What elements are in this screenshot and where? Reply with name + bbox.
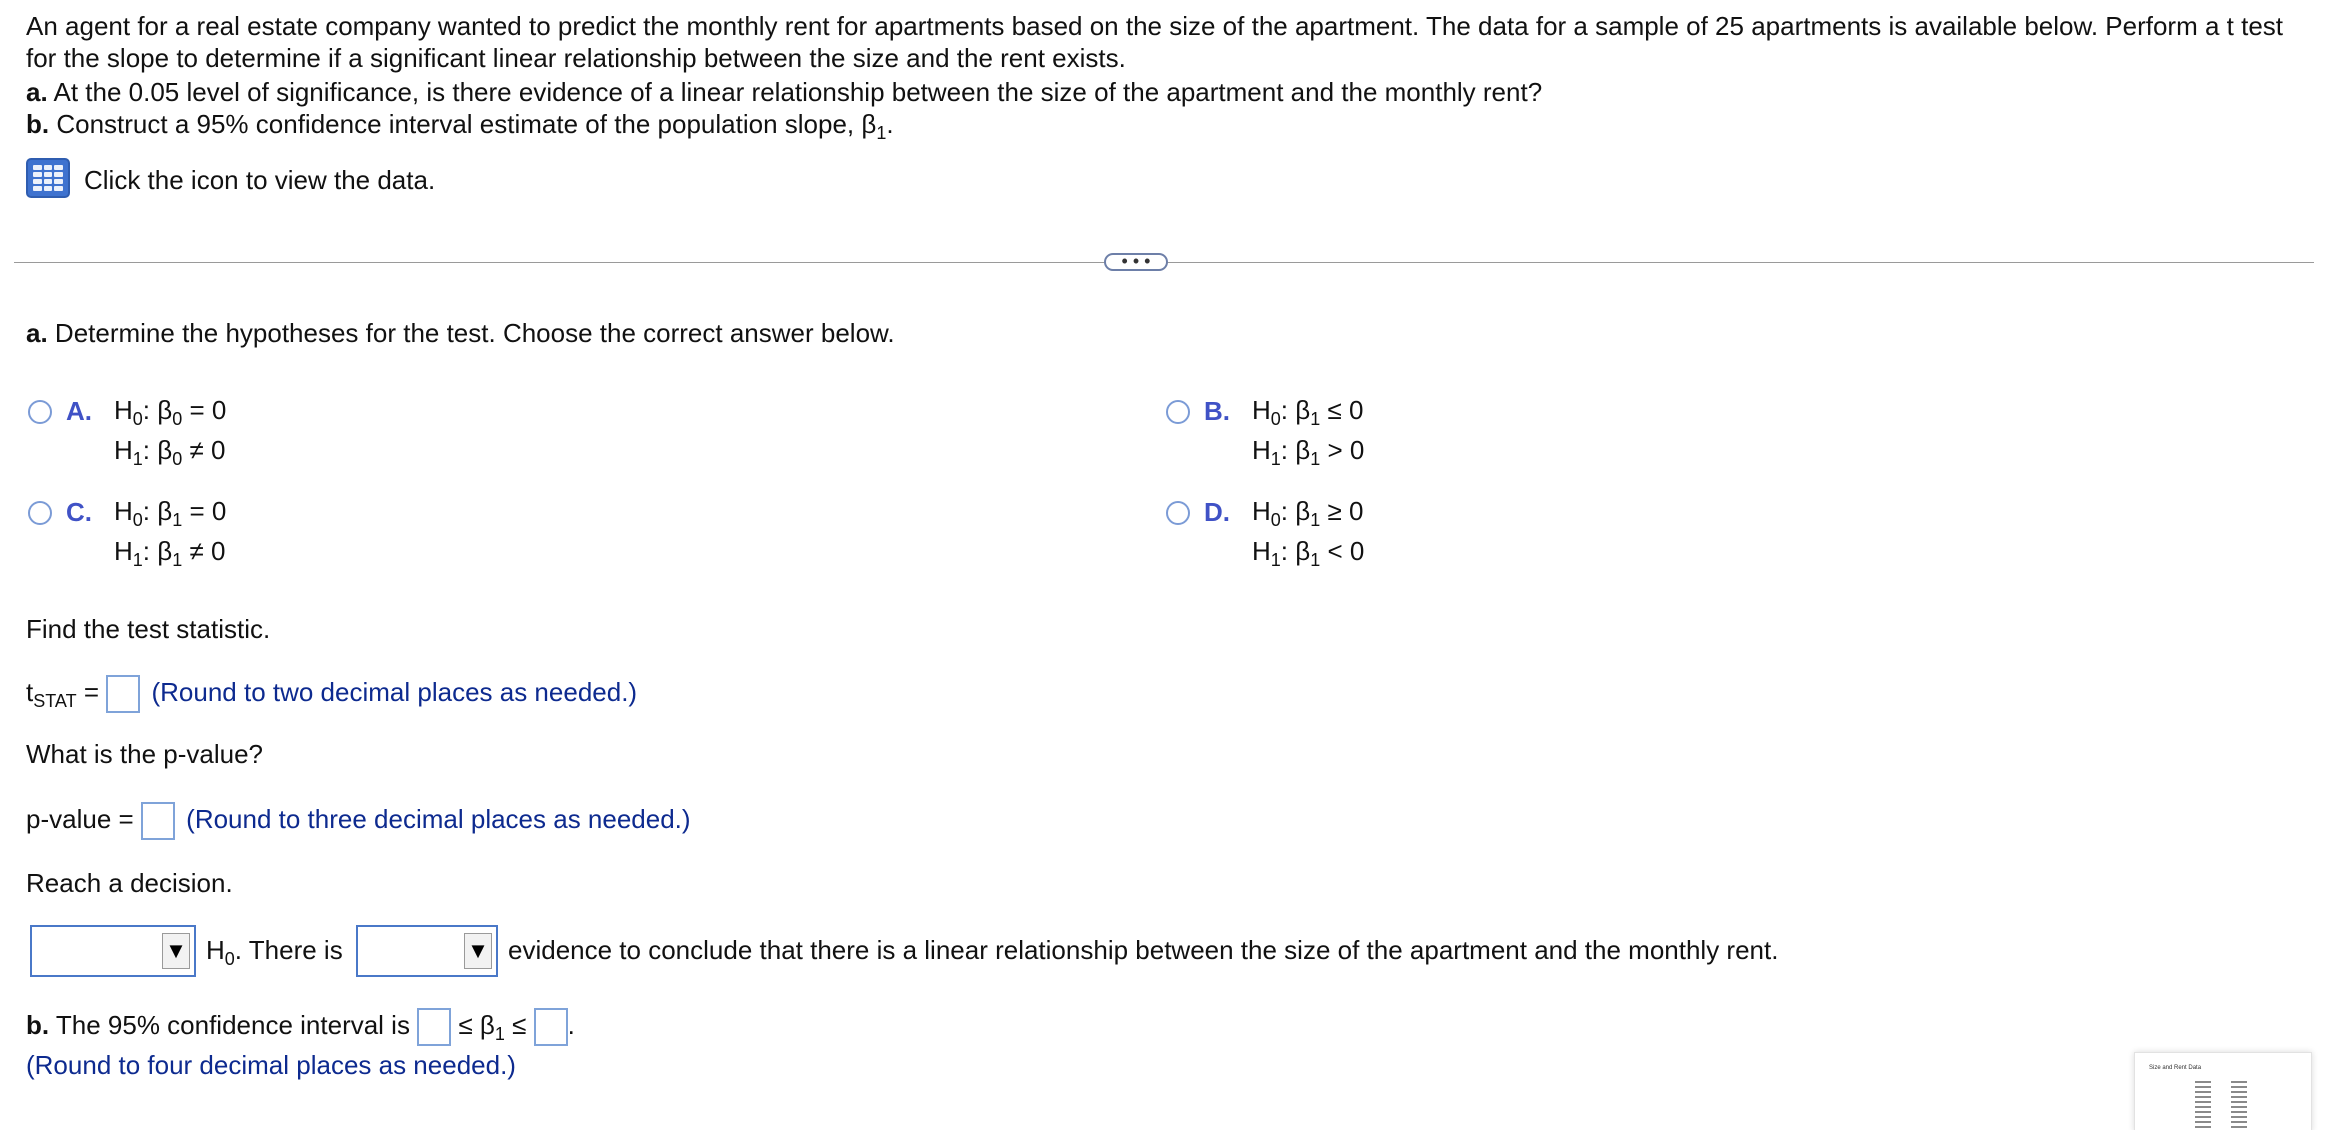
dropdown-arrow-icon[interactable]: ▼ — [162, 933, 190, 969]
dropdown-arrow-icon[interactable]: ▼ — [464, 933, 492, 969]
decision-prompt: Reach a decision. — [26, 868, 233, 898]
option-c-letter: C. — [66, 497, 92, 527]
problem-intro: An agent for a real estate company wanted to predict the monthly rent for apartments based on the size of the apartment. The data for a sample of 25 apartments is available below. Perform a t test for the slope to determine if a significant linear relationship between the size and the rent exists. — [26, 11, 2283, 73]
option-b-h0: $H_0$: $\beta_1 \le 0$ — [1252, 395, 1364, 429]
test-stat-hint: (Round to two decimal places as needed.) — [151, 677, 638, 707]
decision-reject-dropdown[interactable] — [30, 925, 196, 977]
part-b-label: b. — [26, 109, 50, 139]
decision-text: evidence to conclude that there is a linear relationship between the size of the apartment and the monthly rent. — [508, 935, 1779, 965]
option-b-h1: $H_1$: $\beta_1 > 0$ — [1252, 435, 1365, 469]
test-stat-prompt: Find the test statistic. — [26, 614, 271, 644]
test-stat-row: $t_{STAT}$ = (Round to two decimal places as needed.) — [26, 673, 637, 713]
ci-lower-input[interactable] — [417, 1008, 451, 1046]
option-a-h0: $H_0$: $\beta_0 = 0$ — [114, 395, 227, 429]
option-c-h1: $H_1$: $\beta_1 \ne 0$ — [114, 536, 226, 570]
ci-middle: ≤ $\beta_1$ ≤ — [458, 1010, 527, 1044]
option-a-letter: A. — [66, 396, 92, 426]
option-d-h0: $H_0$: $\beta_1 \ge 0$ — [1252, 496, 1364, 530]
radio-option-b[interactable] — [1166, 400, 1190, 424]
data-table-icon[interactable] — [26, 158, 70, 198]
part-a-label: a. — [26, 77, 48, 107]
decision-h0: $H_0$. There is — [206, 935, 343, 969]
radio-option-c[interactable] — [28, 501, 52, 525]
ci-upper-input[interactable] — [534, 1008, 568, 1046]
expand-button[interactable]: • • • — [1104, 253, 1168, 271]
data-popup-thumbnail[interactable] — [2134, 1052, 2312, 1130]
option-c-h0: $H_0$: $\beta_1 = 0$ — [114, 496, 227, 530]
p-value-hint: (Round to three decimal places as needed.) — [186, 804, 691, 834]
option-d-letter: D. — [1204, 497, 1230, 527]
p-value-label: p-value = — [26, 804, 134, 834]
radio-option-d[interactable] — [1166, 501, 1190, 525]
test-stat-label: $t_{STAT}$ — [26, 677, 77, 711]
radio-option-a[interactable] — [28, 400, 52, 424]
option-d-h1: $H_1$: $\beta_1 < 0$ — [1252, 536, 1365, 570]
test-stat-input[interactable] — [106, 675, 140, 713]
option-a-h1: $H_1$: $\beta_0 \ne 0$ — [114, 435, 226, 469]
part-b-row: b. The 95% confidence interval is ≤ $\beta_1$ ≤ . — [26, 1006, 575, 1046]
part-b-text: The 95% confidence interval is — [55, 1010, 410, 1040]
data-link[interactable] — [26, 158, 436, 204]
thumbnail-title: Size and Rent Data — [2149, 1065, 2202, 1071]
option-b-letter: B. — [1204, 396, 1230, 426]
p-value-input[interactable] — [141, 802, 175, 840]
data-link-text[interactable]: Click the icon to view the data. — [84, 165, 436, 195]
p-value-row — [26, 800, 691, 840]
problem-statement: An agent for a real estate company wanted to predict the monthly rent for apartments based on the size of the apartment. The data for a sample of 25 apartments is available below. Perform a t test for the slope to determine if a significant linear relationship between the size and the rent exists. a. At the 0.05 level of significance, is there evidence of a linear relationship between the size of the apartment and the monthly rent? b. Construct a 95% confidence interval estimate of the population slope, $\beta_1$. — [26, 10, 2306, 140]
part-b-text: Construct a 95% confidence interval estimate of the population slope, β — [56, 109, 877, 139]
part-b-sub: 1 — [876, 123, 887, 143]
part-b-hint: (Round to four decimal places as needed.) — [26, 1050, 516, 1080]
question-a-prompt: a. Determine the hypotheses for the test. Choose the correct answer below. — [26, 318, 895, 348]
part-a-text: At the 0.05 level of significance, is there evidence of a linear relationship between the size of the apartment and the monthly rent? — [53, 77, 1543, 107]
decision-evidence-dropdown[interactable] — [356, 925, 498, 977]
p-value-prompt: What is the p-value? — [26, 739, 264, 769]
